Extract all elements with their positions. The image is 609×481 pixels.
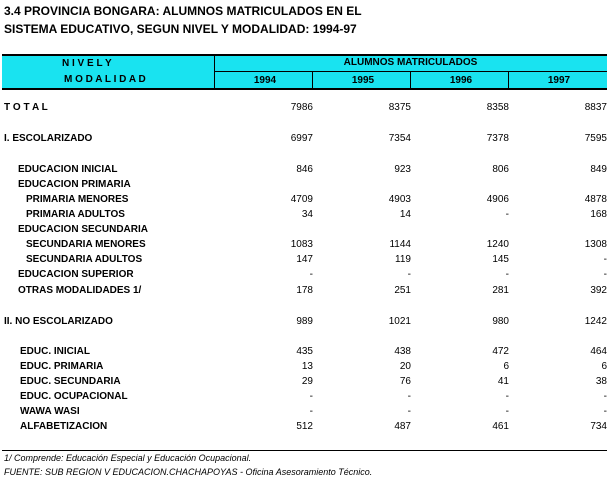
- cell: 29: [301, 376, 313, 387]
- cell: -: [505, 406, 509, 417]
- cell: 34: [301, 209, 313, 220]
- row-label: I. ESCOLARIZADO: [4, 133, 93, 144]
- footnote: 1/ Comprende: Educación Especial y Educación Ocupacional.: [4, 453, 252, 463]
- cell: 1083: [290, 239, 313, 250]
- cell: -: [407, 269, 411, 280]
- table-row: [0, 285, 609, 299]
- cell: 1242: [584, 316, 607, 327]
- cell: 923: [394, 164, 411, 175]
- cell: 435: [296, 346, 313, 357]
- table-row: [0, 391, 609, 405]
- cell: 464: [590, 346, 607, 357]
- table-row: [0, 224, 609, 238]
- cell: 6997: [290, 133, 313, 144]
- cell: 8837: [584, 102, 607, 113]
- cell: 7986: [290, 102, 313, 113]
- cell: -: [309, 391, 313, 402]
- cell: 806: [492, 164, 509, 175]
- row-label: EDUCACION INICIAL: [18, 164, 118, 175]
- header-year-1994: 1994: [253, 75, 277, 86]
- cell: 1144: [389, 239, 411, 250]
- row-label: WAWA WASI: [20, 406, 80, 417]
- cell: 119: [395, 254, 411, 265]
- cell: 147: [296, 254, 313, 265]
- cell: 1308: [584, 239, 607, 250]
- cell: 461: [492, 421, 509, 432]
- table-row: [0, 346, 609, 360]
- cell: 8375: [388, 102, 411, 113]
- cell: 7595: [584, 133, 607, 144]
- cell: 76: [399, 376, 411, 387]
- cell: 168: [590, 209, 607, 220]
- cell: 1021: [388, 316, 411, 327]
- row-label: EDUCACION SECUNDARIA: [18, 224, 149, 235]
- cell: 4878: [584, 194, 607, 205]
- cell: -: [407, 391, 411, 402]
- cell: 8358: [486, 102, 509, 113]
- cell: 41: [497, 376, 509, 387]
- cell: 145: [492, 254, 509, 265]
- row-label: PRIMARIA MENORES: [26, 194, 129, 205]
- cell: 846: [296, 164, 313, 175]
- table-row: [0, 406, 609, 420]
- cell: 178: [296, 285, 313, 296]
- table-row: [0, 421, 609, 435]
- cell: 4906: [486, 194, 509, 205]
- cell: 512: [296, 421, 313, 432]
- page-title: 3.4 PROVINCIA BONGARA: ALUMNOS MATRICULADOS EN EL: [4, 4, 362, 18]
- table-row: [0, 254, 609, 268]
- table-row: [0, 269, 609, 283]
- header-year-1996: 1996: [449, 75, 473, 86]
- row-label: II. NO ESCOLARIZADO: [4, 316, 113, 327]
- cell: 4709: [290, 194, 313, 205]
- cell: 472: [492, 346, 509, 357]
- cell: 989: [296, 316, 313, 327]
- source-note: FUENTE: SUB REGION V EDUCACION.CHACHAPOYAS - Oficina Asesoramiento Técnico.: [4, 467, 373, 477]
- header-year-1995: 1995: [351, 75, 375, 86]
- table-row: [0, 376, 609, 390]
- table-row: [0, 133, 609, 147]
- cell: 14: [399, 209, 411, 220]
- header-modalidad: M O D A L I D A D: [64, 74, 146, 85]
- cell: -: [309, 269, 313, 280]
- table-header: [2, 54, 607, 90]
- cell: 281: [492, 285, 509, 296]
- cell: -: [603, 254, 607, 265]
- cell: 38: [595, 376, 607, 387]
- cell: 7354: [388, 133, 411, 144]
- row-label: EDUC. PRIMARIA: [20, 361, 104, 372]
- row-label: ALFABETIZACION: [20, 421, 108, 432]
- table-row: [0, 164, 609, 178]
- table-row: [0, 239, 609, 253]
- cell: 1240: [486, 239, 509, 250]
- cell: -: [603, 269, 607, 280]
- cell: 487: [394, 421, 411, 432]
- cell: -: [505, 391, 509, 402]
- row-label: EDUC. OCUPACIONAL: [20, 391, 128, 402]
- table-row: [0, 102, 609, 116]
- cell: -: [505, 209, 509, 220]
- row-label: EDUC. SECUNDARIA: [20, 376, 121, 387]
- cell: -: [505, 269, 509, 280]
- row-label: T O T A L: [4, 102, 48, 113]
- row-label: SECUNDARIA ADULTOS: [26, 254, 143, 265]
- row-label: OTRAS MODALIDADES 1/: [18, 285, 142, 296]
- table-row: [0, 209, 609, 223]
- cell: 7378: [486, 133, 509, 144]
- table-row: [0, 361, 609, 375]
- cell: 392: [590, 285, 607, 296]
- cell: 849: [590, 164, 607, 175]
- cell: 6: [503, 361, 509, 372]
- cell: 438: [394, 346, 411, 357]
- header-group: ALUMNOS MATRICULADOS: [343, 57, 478, 68]
- row-label: EDUCACION SUPERIOR: [18, 269, 134, 280]
- cell: 13: [301, 361, 313, 372]
- cell: 980: [492, 316, 509, 327]
- table-row: [0, 316, 609, 330]
- table-row: [0, 179, 609, 193]
- row-label: SECUNDARIA MENORES: [26, 239, 146, 250]
- row-label: EDUC. INICIAL: [20, 346, 90, 357]
- cell: 20: [399, 361, 411, 372]
- cell: 4903: [388, 194, 411, 205]
- footer-divider: [2, 450, 607, 451]
- row-label: PRIMARIA ADULTOS: [26, 209, 125, 220]
- page-subtitle: SISTEMA EDUCATIVO, SEGUN NIVEL Y MODALIDAD: 1994-97: [4, 22, 357, 36]
- table-row: [0, 194, 609, 208]
- cell: 6: [601, 361, 607, 372]
- cell: -: [407, 406, 411, 417]
- cell: -: [603, 406, 607, 417]
- cell: -: [309, 406, 313, 417]
- header-year-1997: 1997: [547, 75, 571, 86]
- header-nivel: N I V E L Y: [62, 58, 112, 69]
- cell: 251: [394, 285, 411, 296]
- row-label: EDUCACION PRIMARIA: [18, 179, 131, 190]
- cell: -: [603, 391, 607, 402]
- cell: 734: [590, 421, 607, 432]
